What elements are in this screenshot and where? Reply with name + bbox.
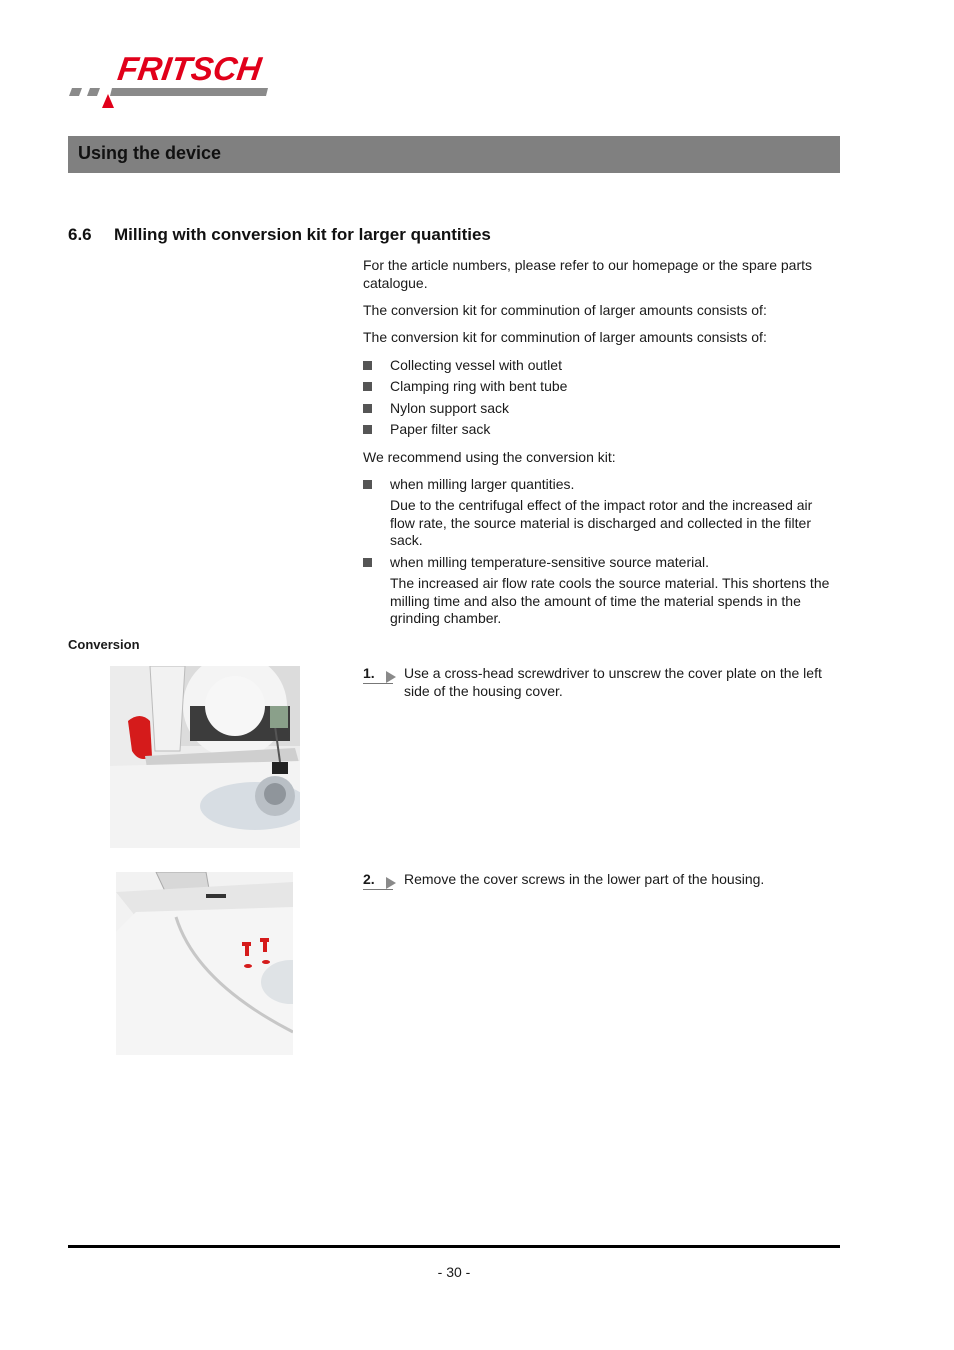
list-item: when milling temperature-sensitive source material. [363,554,841,572]
bullet-square-icon [363,361,372,370]
bullet-square-icon [363,382,372,391]
list-item: when milling larger quantities. [363,476,841,494]
bullet-square-icon [363,480,372,489]
step-number: 1. [363,665,397,681]
chapter-title: Using the device [78,143,222,163]
section-number: 6.6 [68,225,92,244]
recommend-intro: We recommend using the conversion kit: [363,449,616,465]
bullet-square-icon [363,404,372,413]
recommendation-detail: The increased air flow rate cools the source material. This shortens the milling time and also the amount of time the material spends in the grinding chamber. [390,575,830,626]
conversion-label: Conversion [68,637,140,652]
housing-screws-illustration [116,872,293,1055]
logo-wordmark: FRITSCH [115,50,264,87]
intro-paragraph-2: The conversion kit for comminution of larger amounts consists of: [363,302,767,318]
recommendation-detail: Due to the centrifugal effect of the impact rotor and the increased air flow rate, the source material is discharged and collected in the filter sack. [390,497,813,548]
list-item: Collecting vessel with outlet [363,357,841,375]
intro-paragraph-1: For the article numbers, please refer to our homepage or the spare parts catalogue. [363,257,813,291]
bullet-square-icon [363,425,372,434]
step-text: Use a cross-head screwdriver to unscrew the cover plate on the left side of the housing cover. [404,665,822,699]
section-heading [68,225,491,245]
footer-divider [68,1245,840,1248]
list-item: Clamping ring with bent tube [363,378,841,396]
step-arrow-icon [386,876,396,894]
step-arrow-icon [386,670,396,688]
list-item: Nylon support sack [363,400,841,418]
list-item: Paper filter sack [363,421,841,439]
step-text: Remove the cover screws in the lower part of the housing. [404,871,765,887]
step-number: 2. [363,871,397,887]
bullet-square-icon [363,558,372,567]
housing-cover-illustration [110,666,300,848]
section-title: Milling with conversion kit for larger quantities [114,225,491,244]
page-number: - 30 - [437,1264,471,1280]
intro-paragraph-3: The conversion kit for comminution of larger amounts consists of: [363,329,767,345]
chapter-header-bar [68,136,840,173]
